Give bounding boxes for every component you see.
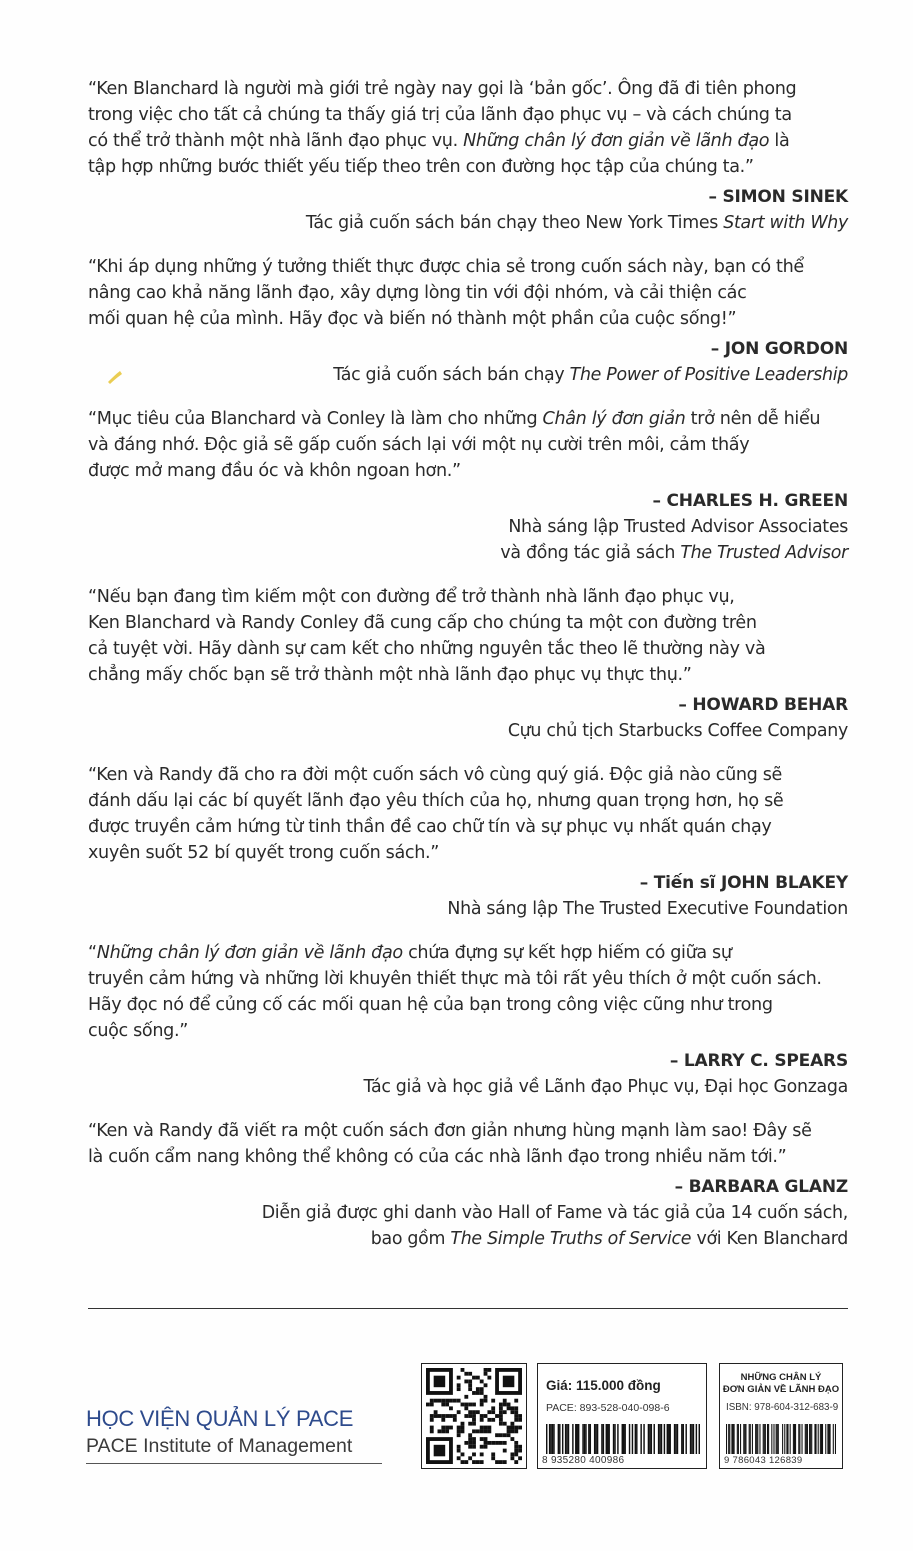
barcode-bar — [835, 1424, 836, 1454]
barcode-bar — [562, 1424, 563, 1454]
barcode-bar — [825, 1424, 826, 1454]
role-text: với Ken Blanchard — [691, 1229, 848, 1249]
barcode-bar — [690, 1424, 691, 1454]
barcode-bar — [767, 1424, 768, 1454]
barcode-bar — [744, 1424, 745, 1454]
barcode-bar — [737, 1424, 738, 1454]
publisher-name-en: PACE Institute of Management — [86, 1433, 382, 1464]
role-text: Diễn giả được ghi danh vào Hall of Fame và tác giả của 14 cuốn sách, — [261, 1203, 848, 1223]
quote-text: là tập hợp những bước thiết yếu tiếp theo trên con đường học tập của chúng ta.” — [88, 131, 790, 177]
barcode-bar — [696, 1424, 697, 1454]
testimonial-role — [88, 1200, 848, 1226]
testimonial-role — [88, 514, 848, 540]
barcode-bar — [763, 1424, 764, 1454]
quote-text: “Ken Blanchard là người mà giới trẻ ngày nay gọi là ‘bản gốc’. Ông đã đi tiên phong trong việc cho tất cả chúng ta thấy giá trị của lãnh đạo phục vụ – và cách chúng ta có thể trở thành một nhà lãnh đạo phục vụ. — [88, 79, 797, 151]
barcode-bar — [588, 1424, 589, 1454]
barcode-bar — [607, 1424, 608, 1454]
barcode-bar — [814, 1424, 815, 1454]
barcode-bar — [651, 1424, 652, 1454]
role-text: Tác giả cuốn sách bán chạy — [333, 365, 570, 385]
barcode-bar — [828, 1424, 829, 1454]
barcode-bar — [806, 1424, 807, 1454]
isbn-code: ISBN: 978-604-312-683-9 — [726, 1402, 839, 1413]
role-book-title: The Simple Truths of Service — [450, 1229, 692, 1249]
barcode-bar — [603, 1424, 604, 1454]
barcode-bar — [658, 1424, 659, 1454]
barcode-bar — [822, 1424, 823, 1454]
barcode-bar — [614, 1424, 615, 1454]
barcode-bar — [734, 1424, 735, 1454]
role-book-title: The Power of Positive Leadership — [569, 365, 848, 385]
barcode-bar — [816, 1424, 817, 1454]
testimonial-quote — [88, 762, 848, 866]
highlighter-mark-icon — [106, 368, 128, 386]
testimonial-block — [88, 1118, 848, 1252]
barcode-bar — [575, 1424, 576, 1454]
testimonial-role — [88, 1074, 848, 1100]
barcode-bar — [738, 1424, 739, 1454]
quote-text: “Mục tiêu của Blanchard và Conley là làm cho những — [88, 409, 543, 429]
barcode-bar — [759, 1424, 760, 1454]
testimonial-author: – BARBARA GLANZ — [674, 1177, 848, 1197]
barcode-bar — [750, 1424, 751, 1454]
role-text: Nhà sáng lập The Trusted Executive Foundation — [447, 899, 848, 919]
barcode-bar — [674, 1424, 675, 1454]
barcode-bar — [765, 1424, 766, 1454]
barcode-bar — [743, 1424, 744, 1454]
quote-book-title: Chân lý đơn giản — [542, 409, 686, 429]
barcode-bar — [654, 1424, 655, 1454]
testimonial-author: – LARRY C. SPEARS — [669, 1051, 848, 1071]
barcode-bar — [749, 1424, 750, 1454]
quote-text: trở nên dễ hiểu và đáng nhớ. Độc giả sẽ gấp cuốn sách lại với một nụ cười trên môi, cảm thấy được mở mang đầu óc và khôn ngoan hơn.” — [88, 409, 821, 481]
barcode-bar — [594, 1424, 595, 1454]
barcode-bar — [807, 1424, 808, 1454]
barcode-bar — [661, 1424, 662, 1454]
barcode-bar — [752, 1424, 753, 1454]
testimonials-section — [88, 76, 848, 1270]
testimonial-author: – CHARLES H. GREEN — [652, 491, 848, 511]
barcode-bar — [784, 1424, 785, 1454]
isbn-tag — [719, 1363, 843, 1469]
barcode-bar — [787, 1424, 788, 1454]
qr-code — [421, 1363, 527, 1469]
barcode-bar — [685, 1424, 686, 1454]
barcode-bar — [608, 1424, 609, 1454]
testimonial-role — [88, 1226, 848, 1252]
quote-text: “Nếu bạn đang tìm kiếm một con đường để trở thành nhà lãnh đạo phục vụ, Ken Blanchard và Randy Conley đã cung cấp cho chúng ta một con đường trên cả tuyệt vời. Hãy dành sự cam kết cho những nguyên tắc theo lẽ thường này và chẳng mấy chốc bạn sẽ trở thành một nhà lãnh đạo phục vụ thực thụ.” — [88, 587, 766, 685]
price-tag — [537, 1363, 707, 1469]
barcode-bar — [756, 1424, 757, 1454]
barcode-bar — [827, 1424, 828, 1454]
barcode-bar — [578, 1424, 579, 1454]
barcode-bar — [771, 1424, 772, 1454]
barcode-bar — [590, 1424, 591, 1454]
testimonial-role — [88, 896, 848, 922]
barcode-bar — [801, 1424, 802, 1454]
testimonial-author: – HOWARD BEHAR — [678, 695, 848, 715]
publisher-logo — [86, 1405, 396, 1464]
barcode-bar — [577, 1424, 578, 1454]
role-text: bao gồm — [370, 1229, 451, 1249]
testimonial-block — [88, 76, 848, 236]
testimonial-block — [88, 584, 848, 744]
barcode-bar — [629, 1424, 630, 1454]
barcode-bar — [768, 1424, 769, 1454]
testimonial-role — [88, 210, 848, 236]
barcode-bar — [818, 1424, 819, 1454]
barcode-bar — [606, 1424, 607, 1454]
role-text: Tác giả cuốn sách bán chạy theo New York Times — [305, 213, 724, 233]
barcode-bar — [553, 1424, 554, 1454]
isbn-barcode-digits: 9 786043 126839 — [724, 1455, 803, 1466]
barcode-bar — [622, 1424, 623, 1454]
book-title — [720, 1372, 842, 1396]
barcode-bar — [669, 1424, 670, 1454]
quote-text: “Ken và Randy đã viết ra một cuốn sách đơn giản nhưng hùng mạnh làm sao! Đây sẽ là cuốn cẩm nang không thể không có của các nhà lãnh đạo trong nhiều năm tới.” — [88, 1121, 812, 1167]
barcode-bar — [699, 1424, 700, 1454]
barcode-bar — [693, 1424, 694, 1454]
divider-line — [88, 1308, 848, 1309]
barcode-bar — [636, 1424, 637, 1454]
testimonial-author: – SIMON SINEK — [708, 187, 848, 207]
testimonial-quote — [88, 406, 848, 484]
barcode-bar — [799, 1424, 800, 1454]
barcode-bar — [582, 1424, 583, 1454]
testimonial-role — [88, 540, 848, 566]
barcode-bar — [549, 1424, 550, 1454]
role-text: Tác giả và học giả về Lãnh đạo Phục vụ, Đại học Gonzaga — [363, 1077, 848, 1097]
barcode-bar — [572, 1424, 573, 1454]
book-title-line1: NHỮNG CHÂN LÝ — [740, 1372, 822, 1383]
barcode-bar — [777, 1424, 778, 1454]
barcode-bar — [776, 1424, 777, 1454]
testimonial-role — [88, 718, 848, 744]
testimonial-quote — [88, 1118, 848, 1170]
quote-text: “Khi áp dụng những ý tưởng thiết thực được chia sẻ trong cuốn sách này, bạn có thể nâng cao khả năng lãnh đạo, xây dựng lòng tin với đội nhóm, và cải thiện các mối quan hệ của mình. Hãy đọc và biến nó thành một phần của cuộc sống!” — [88, 257, 804, 329]
testimonial-block — [88, 940, 848, 1100]
role-text: và đồng tác giả sách — [500, 543, 681, 563]
barcode-bar — [691, 1424, 692, 1454]
barcode-bar — [810, 1424, 811, 1454]
barcode-bar — [728, 1424, 729, 1454]
barcode-bar — [729, 1424, 730, 1454]
barcode-bar — [649, 1424, 650, 1454]
barcode-bar — [601, 1424, 602, 1454]
testimonial-quote — [88, 584, 848, 688]
barcode-bar — [595, 1424, 596, 1454]
barcode-bar — [667, 1424, 668, 1454]
role-text: Nhà sáng lập Trusted Advisor Associates — [508, 517, 848, 537]
role-book-title: Start with Why — [723, 213, 848, 233]
barcode-bar — [559, 1424, 560, 1454]
quote-text: “Ken và Randy đã cho ra đời một cuốn sách vô cùng quý giá. Độc giả nào cũng sẽ đánh dấu lại các bí quyết lãnh đạo yêu thích của họ, nhưng quan trọng hơn, họ sẽ được truyền cảm hứng từ tinh thần đề cao chữ tín và sự phục vụ nhất quán chạy xuyên suốt 52 bí quyết trong cuốn sách.” — [88, 765, 784, 863]
barcode-bar — [613, 1424, 614, 1454]
barcode-bar — [624, 1424, 625, 1454]
barcode-bar — [648, 1424, 649, 1454]
barcode-bar — [635, 1424, 636, 1454]
barcode-bar — [568, 1424, 569, 1454]
testimonial-block — [88, 254, 848, 388]
barcode-bar — [811, 1424, 812, 1454]
testimonial-block — [88, 406, 848, 566]
book-title-line2: ĐƠN GIẢN VỀ LÃNH ĐẠO — [722, 1384, 840, 1395]
barcode-bar — [794, 1424, 795, 1454]
barcode-bar — [773, 1424, 774, 1454]
price-barcode-digits: 8 935280 400986 — [542, 1455, 625, 1466]
barcode-bar — [632, 1424, 633, 1454]
barcode-bar — [821, 1424, 822, 1454]
testimonial-quote — [88, 254, 848, 332]
barcode-bar — [668, 1424, 669, 1454]
barcode-bar — [833, 1424, 834, 1454]
barcode-bar — [550, 1424, 551, 1454]
barcode-bar — [683, 1424, 684, 1454]
barcode-bar — [546, 1424, 547, 1454]
barcode-bar — [757, 1424, 758, 1454]
quote-text: “ — [88, 943, 97, 963]
barcode-bar — [755, 1424, 756, 1454]
isbn-barcode — [726, 1424, 836, 1454]
barcode-bar — [558, 1424, 559, 1454]
barcode-bar — [726, 1424, 727, 1454]
barcode-bar — [623, 1424, 624, 1454]
barcode-bar — [584, 1424, 585, 1454]
price-label: Giá: 115.000 đồng — [546, 1378, 661, 1393]
barcode-bar — [617, 1424, 618, 1454]
barcode-bar — [681, 1424, 682, 1454]
barcode-bar — [664, 1424, 665, 1454]
testimonial-quote — [88, 76, 848, 180]
barcode-bar — [764, 1424, 765, 1454]
barcode-bar — [566, 1424, 567, 1454]
barcode-bar — [659, 1424, 660, 1454]
barcode-bar — [565, 1424, 566, 1454]
barcode-bar — [778, 1424, 779, 1454]
barcode-bar — [798, 1424, 799, 1454]
barcode-bar — [740, 1424, 741, 1454]
publisher-name-vn: HỌC VIỆN QUẢN LÝ PACE — [86, 1406, 354, 1431]
role-book-title: The Trusted Advisor — [680, 543, 848, 563]
barcode-bar — [745, 1424, 746, 1454]
testimonial-quote — [88, 940, 848, 1044]
barcode-bar — [732, 1424, 733, 1454]
testimonial-block — [88, 762, 848, 922]
role-text: Cựu chủ tịch Starbucks Coffee Company — [507, 721, 848, 741]
price-barcode — [546, 1424, 700, 1454]
barcode-bar — [677, 1424, 678, 1454]
quote-text: chứa đựng sự kết hợp hiếm có giữa sự truyền cảm hứng và những lời khuyên thiết thực mà tôi rất yêu thích ở một cuốn sách. Hãy đọc nó để củng cố các mối quan hệ của bạn trong công việc cũng như trong cuộc sống.” — [88, 943, 822, 1041]
pace-code: PACE: 893-528-040-098-6 — [546, 1402, 670, 1414]
barcode-bar — [675, 1424, 676, 1454]
quote-book-title: Những chân lý đơn giản về lãnh đạo — [96, 943, 403, 963]
barcode-bar — [786, 1424, 787, 1454]
barcode-bar — [820, 1424, 821, 1454]
barcode-bar — [643, 1424, 644, 1454]
barcode-bar — [585, 1424, 586, 1454]
quote-book-title: Những chân lý đơn giản về lãnh đạo — [463, 131, 770, 151]
barcode-bar — [640, 1424, 641, 1454]
barcode-bar — [795, 1424, 796, 1454]
testimonial-role — [88, 362, 848, 388]
barcode-bar — [830, 1424, 831, 1454]
barcode-bar — [805, 1424, 806, 1454]
barcode-bar — [597, 1424, 598, 1454]
barcode-bar — [790, 1424, 791, 1454]
barcode-bar — [782, 1424, 783, 1454]
barcode-bar — [809, 1424, 810, 1454]
barcode-bar — [552, 1424, 553, 1454]
testimonial-author: – JON GORDON — [710, 339, 848, 359]
barcode-bar — [793, 1424, 794, 1454]
testimonial-author: – Tiến sĩ JOHN BLAKEY — [639, 873, 848, 893]
barcode-bar — [731, 1424, 732, 1454]
